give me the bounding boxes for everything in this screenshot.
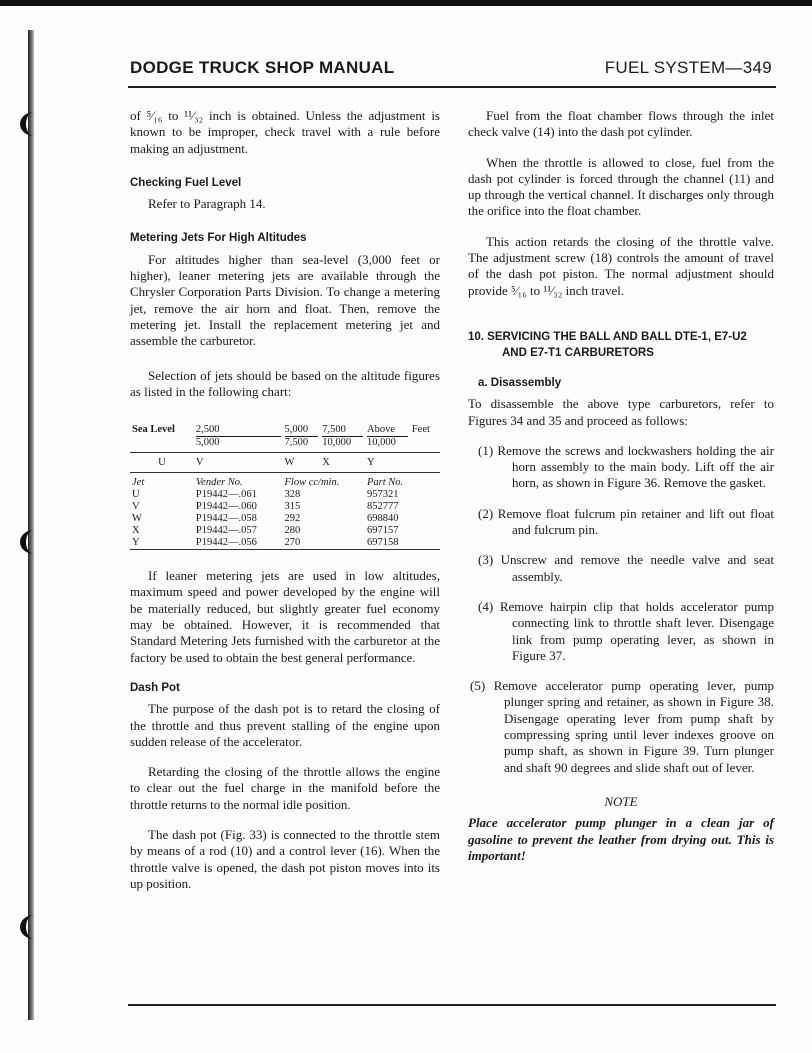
altitude-header: 7,500 <box>322 424 363 437</box>
paragraph: To disassemble the above type carburetors, refer to Figures 34 and 35 and proceed as follows: <box>468 396 774 428</box>
table-row <box>130 525 440 537</box>
heading-metering-jets: Metering Jets For High Altitudes <box>130 232 307 245</box>
table-cell: 315 <box>284 501 301 513</box>
altitude-header: 5,000 <box>195 437 220 449</box>
column-header: Jet <box>132 477 145 489</box>
table-cell: 280 <box>284 525 301 537</box>
binding-edge <box>28 30 34 1020</box>
table-cell: 852777 <box>367 501 399 513</box>
manual-title: DODGE TRUCK SHOP MANUAL <box>130 58 395 77</box>
left-column <box>130 108 440 892</box>
heading-dash-pot: Dash Pot <box>130 681 180 694</box>
table-cell: X <box>132 525 140 537</box>
table-row <box>130 537 440 550</box>
column-header: Flow cc/min. <box>284 477 340 489</box>
column-header: Vender No. <box>195 477 243 489</box>
altitude-header: 10,000 <box>367 437 396 449</box>
paragraph: This action retards the closing of the throttle valve. The adjustment screw (18) controls the amount of travel of the dash pot piston. The normal adjustment should provide ⁵⁄₁₆ to ¹¹⁄₃₂ inch travel. <box>468 233 774 298</box>
subheading-disassembly: a. Disassembly <box>478 376 562 389</box>
note-text: Place accelerator pump plunger in a clean jar of gasoline to prevent the leather from drying out. This is important! <box>468 815 774 863</box>
paragraph: Selection of jets should be based on the altitude figures as listed in the following chart: <box>130 367 440 399</box>
paragraph: Refer to Paragraph 14. <box>148 196 266 212</box>
header-rule <box>128 86 776 88</box>
table-row <box>130 501 440 513</box>
jet-letter: X <box>320 453 365 473</box>
jet-letter: W <box>283 453 321 473</box>
table-row <box>130 513 440 525</box>
binding-hole <box>20 530 48 554</box>
table-cell: P19442—.057 <box>195 525 257 537</box>
altitude-header: 2,500 <box>196 424 281 437</box>
scan-edge <box>0 0 812 6</box>
section-heading: 10. SERVICING THE BALL AND BALL DTE-1, E7-U2 AND E7-T1 CARBURETORS <box>468 330 747 359</box>
table-cell: 270 <box>284 537 301 549</box>
altitude-header: Above <box>367 424 408 437</box>
footer-rule <box>128 1004 776 1006</box>
jet-chart <box>130 424 440 554</box>
altitude-header: 7,500 <box>284 437 309 449</box>
jet-letter: U <box>130 453 194 473</box>
column-header: Part No. <box>367 477 404 489</box>
table-cell: W <box>132 513 142 525</box>
paragraph: Retarding the closing of the throttle allows the engine to clear out the fuel charge in the manifold before the throttle returns to the normal idle position. <box>130 764 440 812</box>
table-cell: V <box>132 501 140 513</box>
table-cell: P19442—.061 <box>195 489 257 501</box>
letter-row <box>130 453 440 473</box>
paragraph: If leaner metering jets are used in low altitudes, maximum speed and power developed by the engine will be materially reduced, but slightly greater fuel economy may be obtained. However, it is recommended that Standard Metering Jets furnished with the carburetor at the factory be used to obtain the best general performance. <box>130 568 440 665</box>
jet-letter: Y <box>365 453 410 473</box>
step: (3) Unscrew and remove the needle valve and seat assembly. <box>478 552 774 584</box>
column-header-row <box>130 473 440 490</box>
table-cell: P19442—.058 <box>195 513 257 525</box>
paragraph: Fuel from the float chamber flows through the inlet check valve (14) into the dash pot cylinder. <box>468 108 774 140</box>
altitude-header: Sea Level <box>132 424 175 436</box>
table-cell: Y <box>132 537 140 549</box>
table-row <box>130 489 440 501</box>
binding-hole <box>20 915 48 939</box>
paragraph: The purpose of the dash pot is to retard the closing of the throttle and thus prevent stalling of the engine upon sudden release of the accelerator. <box>130 701 440 749</box>
table-cell: 292 <box>284 513 301 525</box>
note-title: NOTE <box>604 793 638 809</box>
binding-hole <box>20 112 48 136</box>
table-cell: 697158 <box>367 537 399 549</box>
paragraph: For altitudes higher than sea-level (3,000 feet or higher), leaner metering jets are available through the Chrysler Corporation Parts Division. To change a metering jet, remove the air horn and float. Then, remove the metering jet. Install the replacement metering jet and assemble the carburetor. <box>130 251 440 349</box>
table-cell: 328 <box>284 489 301 501</box>
table-cell: 697157 <box>367 525 399 537</box>
altitude-unit: Feet <box>411 424 430 436</box>
section-page: FUEL SYSTEM—349 <box>604 58 772 77</box>
step: (4) Remove hairpin clip that holds accelerator pump connecting link to throttle shaft lever. Disengage link from pump operating lever, as shown in Figure 37. <box>478 598 774 663</box>
table-cell: P19442—.060 <box>195 501 257 513</box>
step: (1) Remove the screws and lockwashers holding the air horn assembly to the main body. Lift off the air horn, as shown in Figure 36. Remove the gasket. <box>478 442 774 491</box>
table-cell: P19442—.056 <box>195 537 257 549</box>
jet-letter: V <box>194 453 283 473</box>
heading-checking-fuel-level: Checking Fuel Level <box>130 176 242 189</box>
table-cell: U <box>132 489 140 501</box>
altitude-row <box>130 424 440 453</box>
paragraph: When the throttle is allowed to close, fuel from the dash pot cylinder is forced through the channel (11) and up through the vertical channel. It discharges only through the orifice into the float chamber. <box>468 154 774 219</box>
step: (5) Remove accelerator pump operating lever, pump plunger spring and retainer, as shown in Figure 38. Disengage operating lever from pump shaft by compressing spring until lever indexes groove on pump shaft, as shown in Figure 39. Turn plunger and shaft 90 degrees and slide shaft out of lever. <box>470 678 774 775</box>
step: (2) Remove float fulcrum pin retainer and lift out float and fulcrum pin. <box>478 505 774 538</box>
right-column <box>468 108 774 864</box>
paragraph: The dash pot (Fig. 33) is connected to the throttle stem by means of a rod (10) and a control lever (16). When the throttle valve is opened, the dash pot piston moves into its up position. <box>130 827 440 891</box>
paragraph: of ⁵⁄₁₆ to ¹¹⁄₃₂ inch is obtained. Unless the adjustment is known to be improper, check travel with a rule before making an adjustment. <box>130 108 440 156</box>
table-cell: 957321 <box>367 489 399 501</box>
table-cell: 698840 <box>367 513 399 525</box>
altitude-header: 5,000 <box>285 424 319 437</box>
altitude-header: 10,000 <box>322 437 352 449</box>
